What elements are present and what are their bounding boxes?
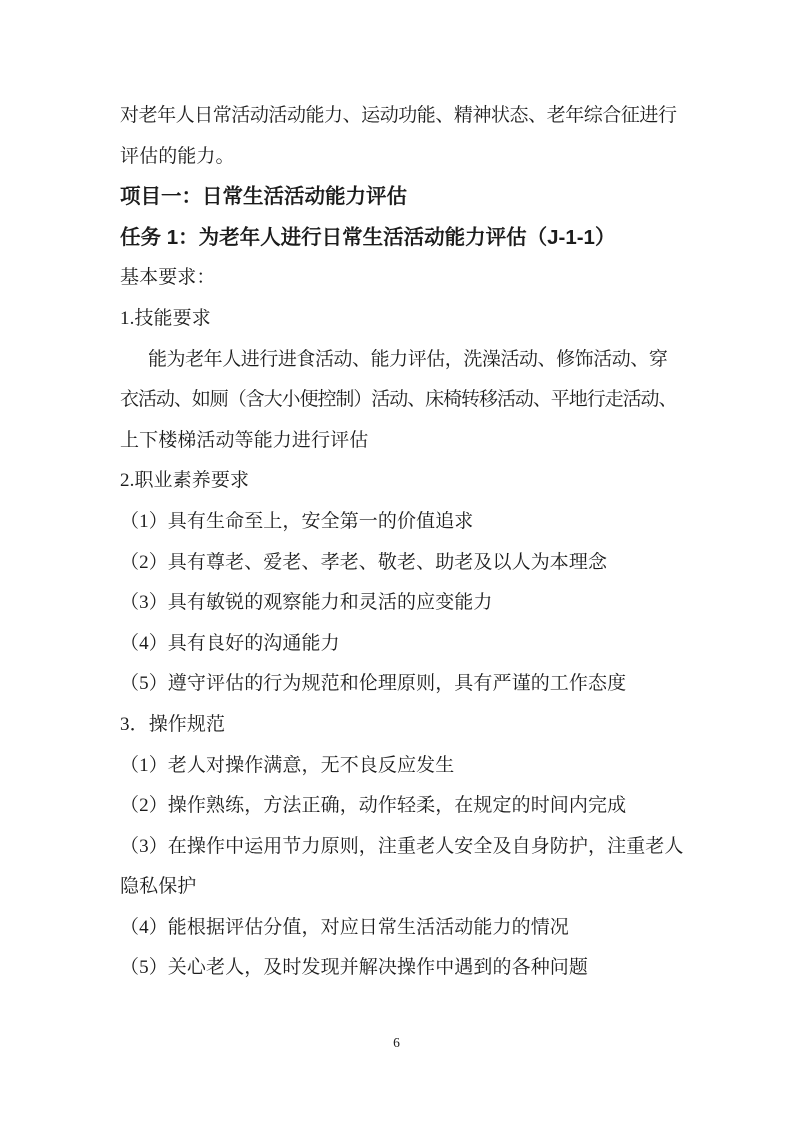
skill-requirements-heading: 1.技能要求 (120, 307, 211, 329)
skill-paragraph-line-2: 衣活动、如厕（含大小便控制）活动、床椅转移活动、平地行走活动、 (120, 389, 677, 411)
operation-item-2: （2）操作熟练，方法正确，动作轻柔，在规定的时间内完成 (120, 795, 627, 817)
project-heading: 项目一：日常生活活动能力评估 (120, 185, 407, 209)
intro-line-1: 对老年人日常活动活动能力、运动功能、精神状态、老年综合征进行 (120, 105, 677, 126)
operation-standards-heading: 3．操作规范 (120, 713, 226, 735)
intro-line-2: 评估的能力。 (120, 145, 235, 167)
operation-item-3-line-2: 隐私保护 (120, 876, 197, 898)
professional-item-2: （2）具有尊老、爱老、孝老、敬老、助老及以人为本理念 (120, 551, 608, 573)
operation-item-1: （1）老人对操作满意，无不良反应发生 (120, 754, 455, 776)
task-heading: 任务 1：为老年人进行日常生活活动能力评估（J-1-1） (120, 225, 616, 249)
operation-item-5: （5）关心老人，及时发现并解决操作中遇到的各种问题 (120, 957, 589, 979)
basic-requirements-label: 基本要求： (120, 267, 216, 289)
page-body (120, 96, 684, 989)
professional-item-3: （3）具有敏锐的观察能力和灵活的应变能力 (120, 592, 493, 614)
professional-requirements-heading: 2.职业素养要求 (120, 470, 250, 492)
operation-item-4: （4）能根据评估分值，对应日常生活活动能力的情况 (120, 916, 569, 938)
professional-item-1: （1）具有生命至上，安全第一的价值追求 (120, 510, 474, 532)
skill-paragraph-line-3: 上下楼梯活动等能力进行评估 (120, 429, 369, 451)
operation-item-3-line-1: （3）在操作中运用节力原则，注重老人安全及自身防护，注重老人 (120, 835, 684, 857)
professional-item-4: （4）具有良好的沟通能力 (120, 632, 340, 654)
professional-item-5: （5）遵守评估的行为规范和伦理原则，具有严谨的工作态度 (120, 673, 627, 695)
page-number: 6 (393, 1035, 400, 1050)
skill-paragraph-line-1: 能为老年人进行进食活动、能力评估，洗澡活动、修饰活动、穿 (148, 348, 668, 370)
